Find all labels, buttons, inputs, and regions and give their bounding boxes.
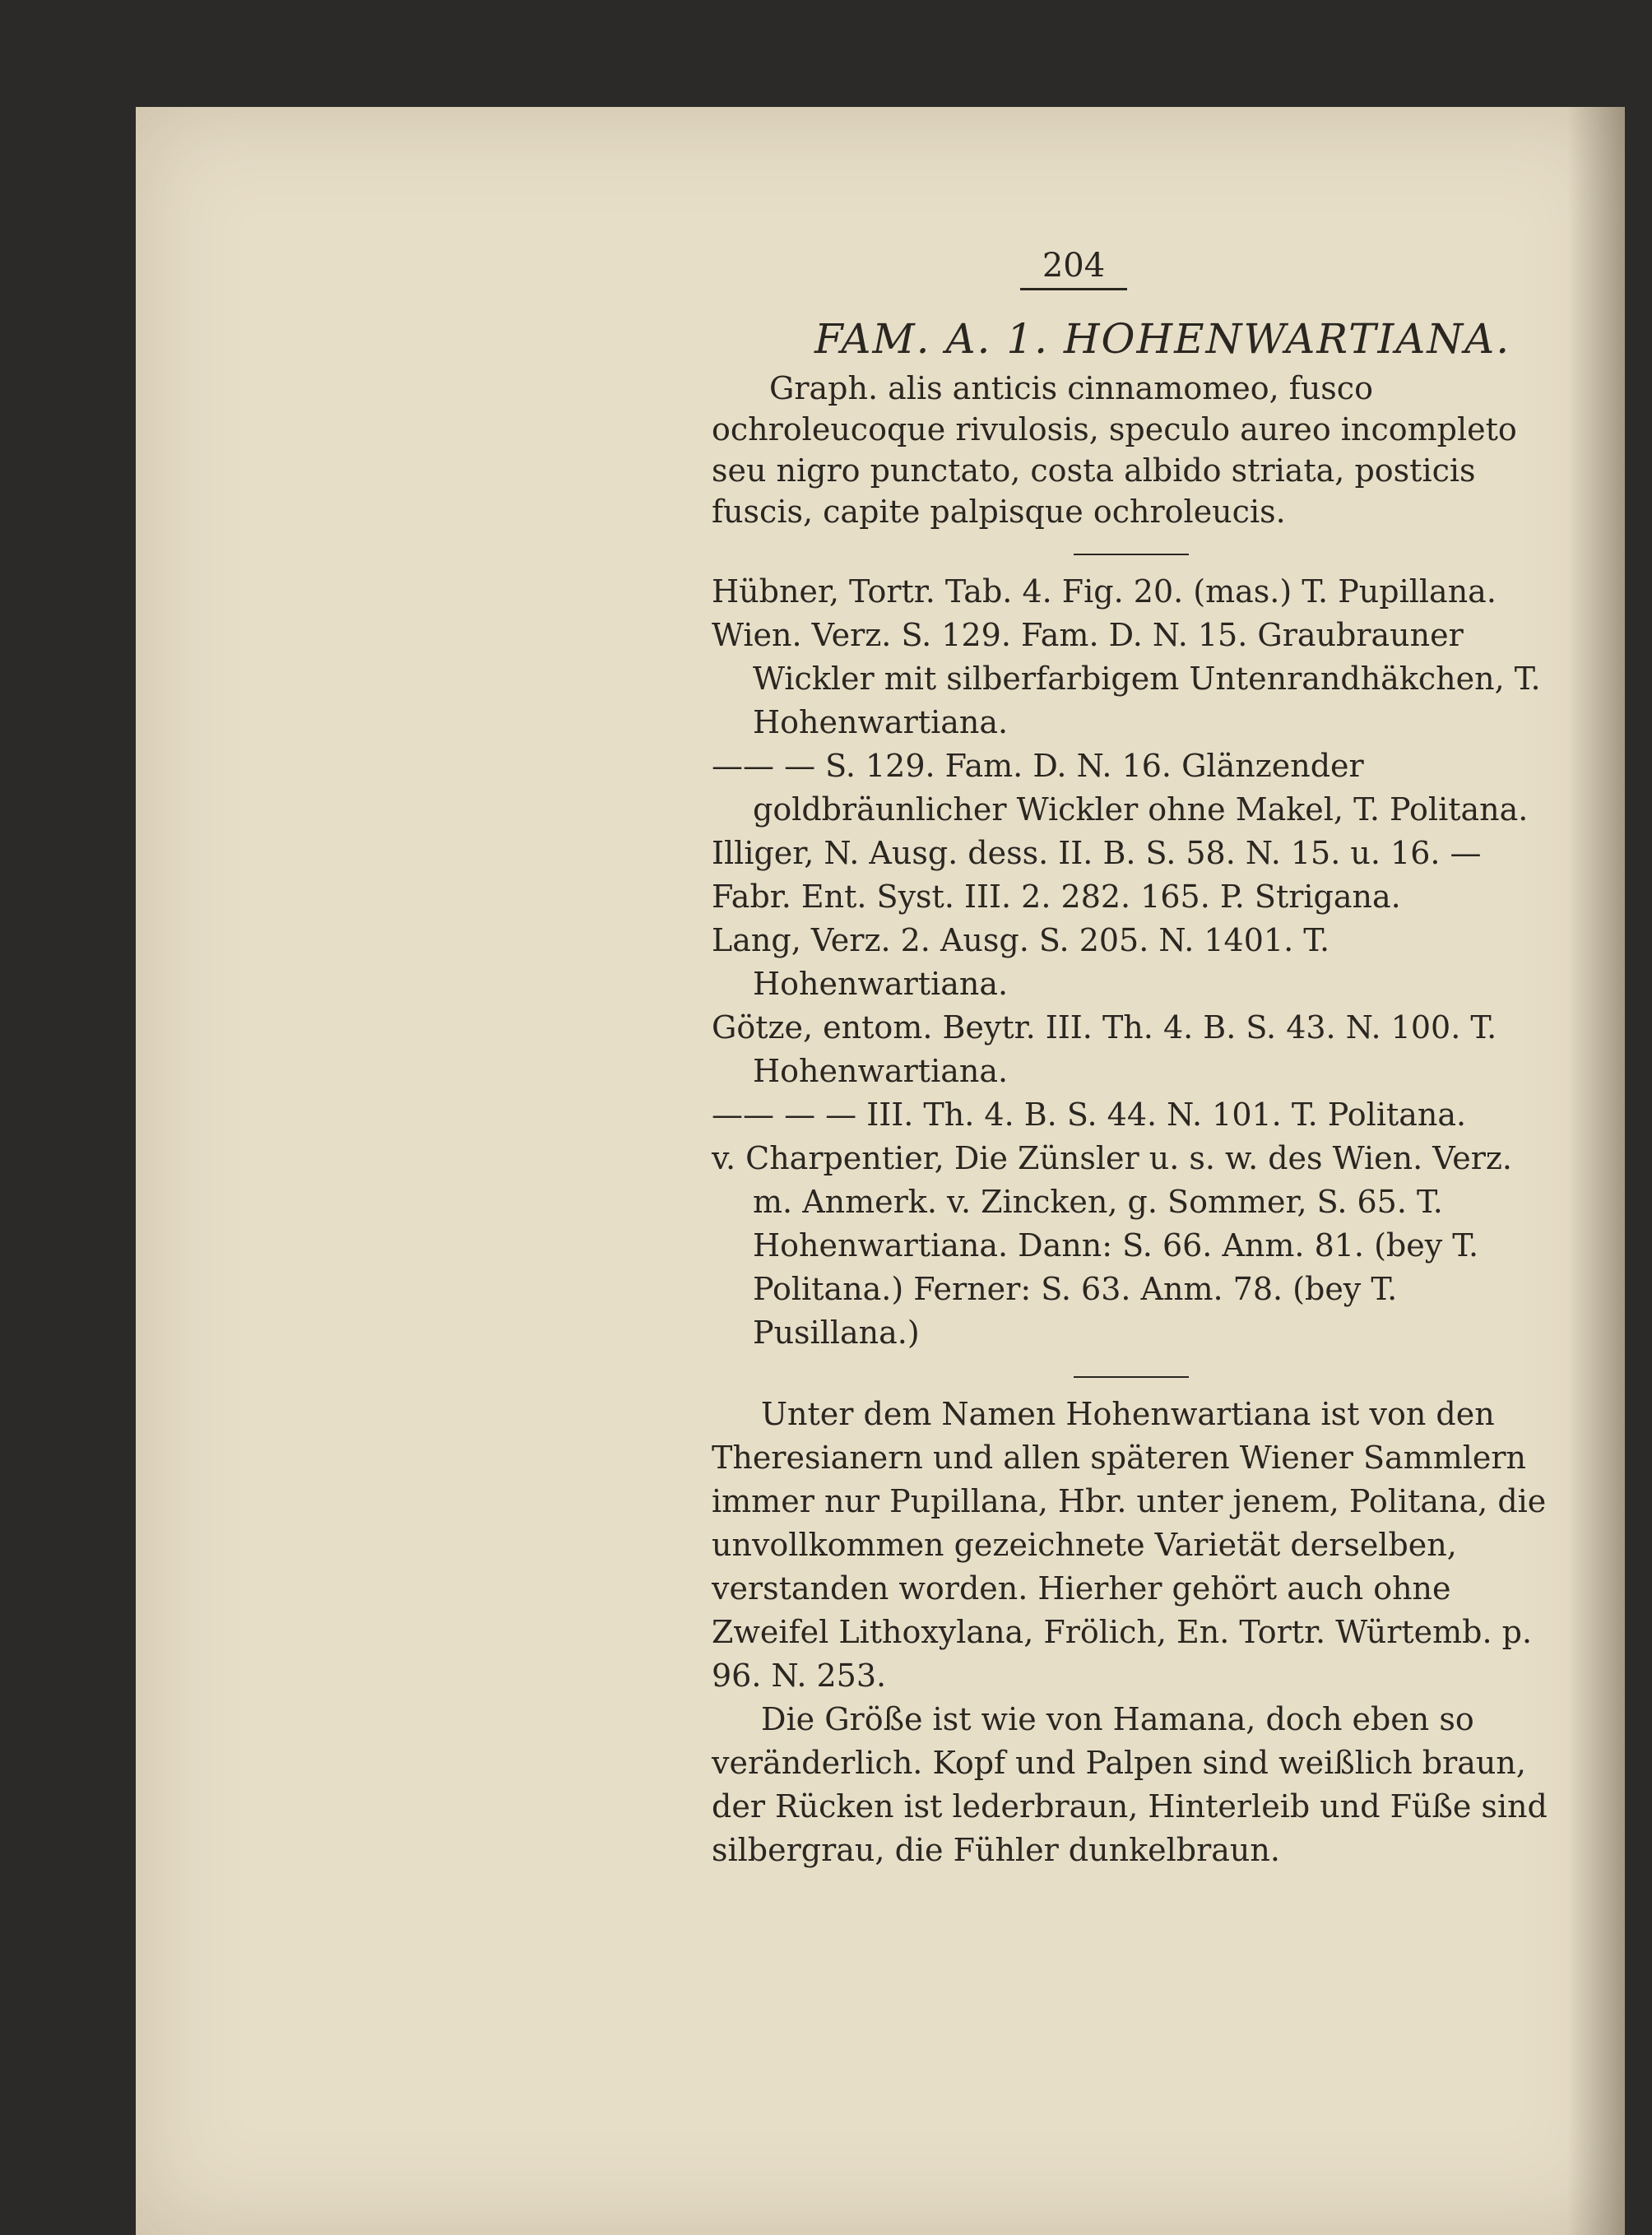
- page-content: [712, 247, 1551, 1872]
- reference-item: v. Charpentier, Die Zünsler u. s. w. des Wien. Verz. m. Anmerk. v. Zincken, g. Sommer, S. 65. T. Hohenwartiana. Dann: S. 66. Anm. 81. (bey T. Politana.) Ferner: S. 63. Anm. 78. (bey T. Pusillana.): [712, 1140, 1512, 1351]
- family-heading: FAM. A. 1. HOHENWARTIANA.: [814, 315, 1511, 363]
- reference-list: [712, 570, 1551, 1355]
- scan-background-top: [0, 0, 1652, 107]
- reference-item: Wien. Verz. S. 129. Fam. D. N. 15. Graubrauner Wickler mit silberfarbigem Untenrandhäkchen, T. Hohenwartiana.: [712, 617, 1541, 740]
- page-number-rule: [1020, 288, 1127, 290]
- reference-item: Lang, Verz. 2. Ausg. S. 205. N. 1401. T. Hohenwartiana.: [712, 922, 1330, 1002]
- page-number: 204: [1042, 247, 1106, 285]
- remark-paragraph-1: Unter dem Namen Hohenwartiana ist von den Theresianern und allen späteren Wiener Sammlern immer nur Pupillana, Hbr. unter jenem, Politana, die unvollkommen gezeichnete Varietät derselben, verstanden worden. Hierher gehört auch ohne Zweifel Lithoxylana, Frölich, En. Tortr. Würtemb. p. 96. N. 253.: [712, 1396, 1547, 1694]
- reference-item: Götze, entom. Beytr. III. Th. 4. B. S. 43. N. 100. T. Hohenwartiana.: [712, 1009, 1497, 1089]
- latin-diagnosis: Graph. alis anticis cinnamomeo, fusco ochroleucoque rivulosis, speculo aureo incompleto seu nigro punctato, costa albido striata, posticis fuscis, capite palpisque ochroleucis.: [712, 370, 1517, 530]
- reference-item: —— — S. 129. Fam. D. N. 16. Glänzender goldbräunlicher Wickler ohne Makel, T. Politana.: [712, 748, 1529, 828]
- section-rule-1: [1074, 554, 1189, 555]
- reference-item: —— — — III. Th. 4. B. S. 44. N. 101. T. Politana.: [712, 1097, 1467, 1133]
- scan-background-left: [0, 0, 136, 2235]
- page-gutter-shadow: [1567, 107, 1625, 2235]
- reference-item: Illiger, N. Ausg. dess. II. B. S. 58. N. 15. u. 16. —: [712, 835, 1482, 871]
- reference-item: Fabr. Ent. Syst. III. 2. 282. 165. P. Strigana.: [712, 879, 1401, 915]
- reference-item: Hübner, Tortr. Tab. 4. Fig. 20. (mas.) T. Pupillana.: [712, 573, 1497, 610]
- remark-paragraph-2: Die Größe ist wie von Hamana, doch eben so veränderlich. Kopf und Palpen sind weißlich braun, der Rücken ist lederbraun, Hinterleib und Füße sind silbergrau, die Fühler dunkelbraun.: [712, 1701, 1548, 1868]
- section-rule-2: [1074, 1376, 1189, 1378]
